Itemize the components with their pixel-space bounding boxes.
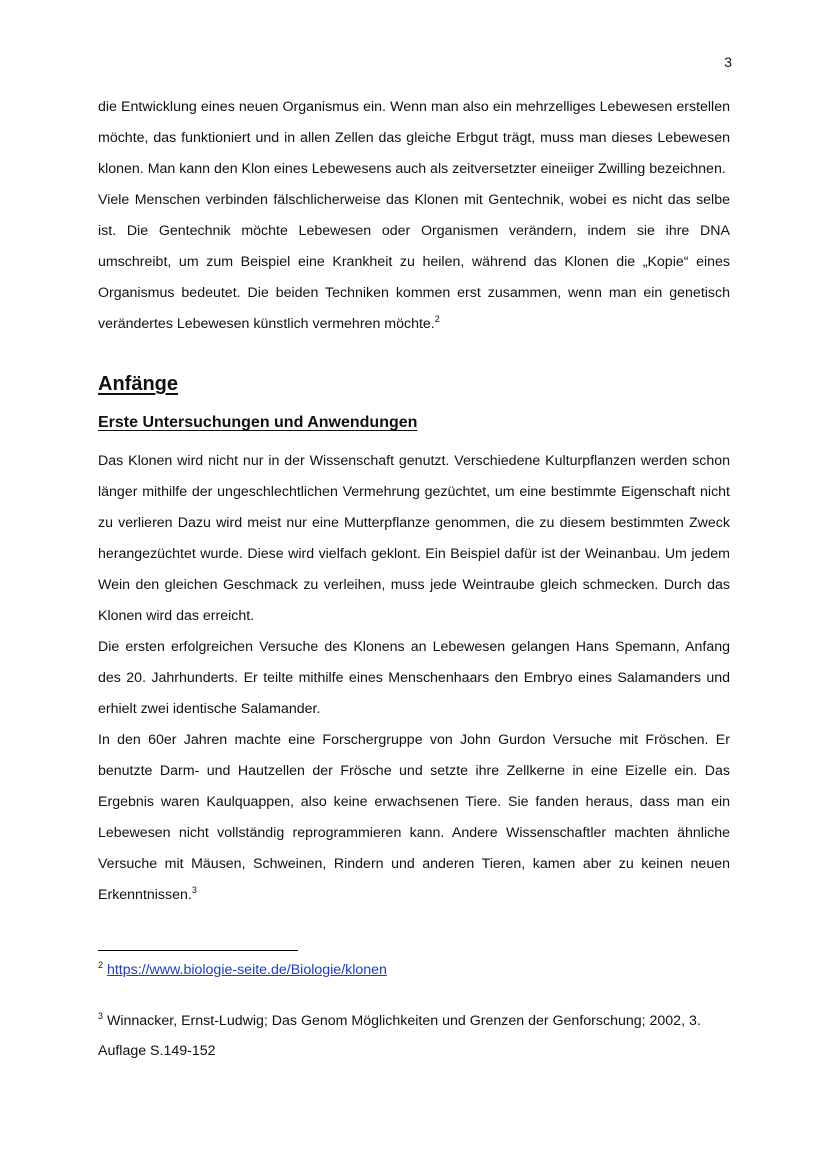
paragraph <box>98 725 730 911</box>
footnote-number: 2 <box>98 960 104 970</box>
footnote-link[interactable]: https://www.biologie-seite.de/Biologie/klonen <box>106 962 387 978</box>
paragraph: Die ersten erfolgreichen Versuche des Klonens an Lebewesen gelangen Hans Spemann, Anfang des 20. Jahrhunderts. Er teilte mithilfe eines Menschenhaars den Embryo eines Salamanders und erhielt zwei identische Salamander. <box>98 639 730 717</box>
footnote-reference[interactable]: 2 <box>434 314 440 324</box>
paragraph-text: In den 60er Jahren machte eine Forschergruppe von John Gurdon Versuche mit Fröschen. Er benutzte Darm- und Hautzellen der Frösche und setzte ihre Zellkerne in eine Eizelle ein. Das Ergebnis waren Kaulquappen, also keine erwachsenen Tiere. Sie fanden heraus, dass man ein Lebewesen nicht vollständig reprogrammieren kann. Andere Wissenschaftler machten ähnliche Versuche mit Mäusen, Schweinen, Rindern und anderen Tieren, kamen aber zu keinen neuen Erkenntnissen. <box>98 732 730 903</box>
footnote <box>98 955 730 985</box>
footnote-reference[interactable]: 3 <box>191 885 197 895</box>
page-number: 3 <box>724 54 732 70</box>
section-heading: Anfänge <box>98 373 178 395</box>
intro-text <box>98 92 730 340</box>
paragraph-text: Viele Menschen verbinden fälschlicherweise das Klonen mit Gentechnik, wobei es nicht das selbe ist. Die Gentechnik möchte Lebewesen oder Organismen verändern, indem sie ihre DNA umschreibt, um zum Beispiel eine Krankheit zu heilen, während das Klonen die „Kopie“ eines Organismus bedeutet. Die beiden Techniken kommen erst zusammen, wenn man ein genetisch verändertes Lebewesen künstlich vermehren möchte. <box>98 192 730 332</box>
footnote <box>98 1006 730 1066</box>
section-text <box>98 446 730 911</box>
footnote-separator <box>98 950 298 951</box>
paragraph: Das Klonen wird nicht nur in der Wissenschaft genutzt. Verschiedene Kulturpflanzen werden schon länger mithilfe der ungeschlechtlichen Vermehrung gezüchtet, um eine bestimmte Eigenschaft nicht zu verlieren Dazu wird meist nur eine Mutterpflanze genommen, die zu diesem bestimmten Zweck herangezüchtet wurde. Diese wird vielfach geklont. Ein Beispiel dafür ist der Weinanbau. Um jedem Wein den gleichen Geschmack zu verleihen, muss jede Weintraube gleich schmecken. Durch das Klonen wird das erreicht. <box>98 453 730 624</box>
subsection-heading: Erste Untersuchungen und Anwendungen <box>98 414 418 431</box>
paragraph: die Entwicklung eines neuen Organismus ein. Wenn man also ein mehrzelliges Lebewesen erstellen möchte, das funktioniert und in allen Zellen das gleiche Erbgut trägt, muss man dieses Lebewesen klonen. Man kann den Klon eines Lebewesens auch als zeitversetzter eineiiger Zwilling bezeichnen. <box>98 99 730 177</box>
footnote-number: 3 <box>98 1011 104 1021</box>
footnote-text: Winnacker, Ernst-Ludwig; Das Genom Möglichkeiten und Grenzen der Genforschung; 2002, 3. Auflage S.149-152 <box>98 1013 701 1059</box>
paragraph <box>98 185 730 340</box>
